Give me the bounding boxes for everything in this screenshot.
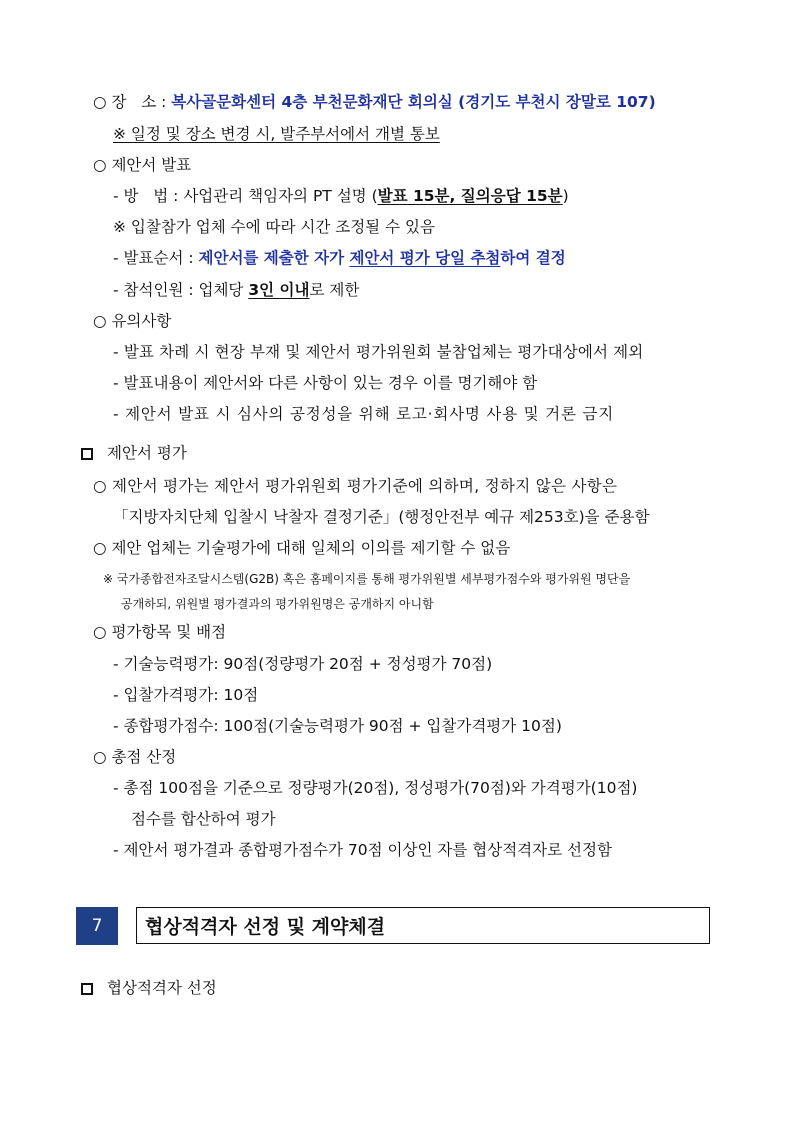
cautions-heading: ○ 유의사항 [93,312,172,330]
presentation-attendees [113,280,359,300]
evaluation-p2: ○ 제안 업체는 기술평가에 대해 일체의 이의를 제기할 수 없음 [93,539,511,557]
evaluation-item: - 종합평가점수: 100점(기술능력평가 90점 + 입찰가격평가 10점) [113,717,562,735]
evaluation-items-heading: ○ 평가항목 및 배점 [93,623,227,641]
section-number: 7 [76,907,118,945]
caution-item: - 제안서 발표 시 심사의 공정성을 위해 로고·회사명 사용 및 거론 금지 [113,405,614,423]
evaluation-item: - 기술능력평가: 90점(정량평가 20점 + 정성평가 70점) [113,655,493,673]
total-line2: 점수를 합산하여 평가 [131,810,276,828]
selection-heading-row [81,978,217,998]
section-title: 협상적격자 선정 및 계약체결 [136,907,710,944]
method-duration: 발표 15분, 질의응답 15분 [377,187,563,205]
method-suffix: ) [562,187,569,205]
attend-prefix: - 참석인원 : 업체당 [113,281,249,299]
venue-change-note: ※ 일정 및 장소 변경 시, 발주부서에서 개별 통보 [113,125,440,143]
evaluation-note-line1: ※ 국가종합전자조달시스템(G2B) 혹은 홈페이지를 통해 평가위원별 세부평가점수와 평가위원 명단을 [103,572,631,586]
checkbox-icon [81,983,93,995]
evaluation-p1-line1: ○ 제안서 평가는 제안서 평가위원회 평가기준에 의하며, 정하지 않은 사항은 [93,477,618,495]
presentation-heading: ○ 제안서 발표 [93,156,192,174]
evaluation-heading: 제안서 평가 [107,444,187,462]
method-prefix: - 방 법 : 사업관리 책임자의 PT 설명 ( [113,187,378,205]
evaluation-note-line2: 공개하되, 위원별 평가결과의 평가위원명은 공개하지 아니함 [121,597,434,611]
presentation-order [113,248,566,268]
order-part1: 제안서를 제출한 자가 [198,249,350,267]
venue-line [93,92,656,112]
order-part3: 하여 결정 [500,249,566,267]
method-note: ※ 입찰참가 업체 수에 따라 시간 조정될 수 있음 [113,218,435,236]
attend-suffix: 로 제한 [309,281,360,299]
selection-heading: 협상적격자 선정 [107,979,217,997]
total-line1: - 총점 100점을 기준으로 정량평가(20점), 정성평가(70점)와 가격평가(10점) [113,779,638,797]
attend-limit: 3인 이내 [248,281,310,299]
evaluation-p1-line2: 「지방자치단체 입찰시 낙찰자 결정기준」(행정안전부 예규 제253호)을 준용함 [113,508,650,526]
order-prefix: - 발표순서 : [113,249,199,267]
venue-label: ○ 장 소 : [93,93,172,111]
caution-item: - 발표 차례 시 현장 부재 및 제안서 평가위원회 불참업체는 평가대상에서 제외 [113,343,644,361]
venue-address: 복사골문화센터 4층 부천문화재단 회의실 (경기도 부천시 장말로 107) [171,93,656,111]
order-part2: 제안서 평가 당일 추첨 [349,249,501,267]
evaluation-heading-row [81,443,187,463]
total-line3: - 제안서 평가결과 종합평가점수가 70점 이상인 자를 협상적격자로 선정함 [113,841,612,859]
total-heading: ○ 총점 산정 [93,748,177,766]
presentation-method [113,186,569,206]
checkbox-icon [81,448,93,460]
caution-item: - 발표내용이 제안서와 다른 사항이 있는 경우 이를 명기해야 함 [113,374,538,392]
evaluation-item: - 입찰가격평가: 10점 [113,686,259,704]
